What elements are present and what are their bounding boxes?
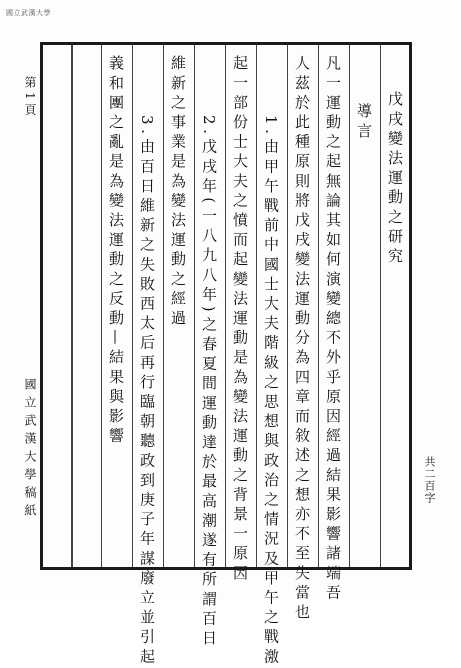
text-column	[163, 45, 192, 567]
list-item-line: 1.由甲午戰前中國士大夫階級之思想與政治之情況及甲午之戰激	[262, 115, 280, 668]
list-item-line: 義和團之亂是為變法運動之反動—結果與影響	[107, 55, 125, 447]
page-number: 第1頁	[23, 76, 37, 120]
empty-column	[72, 45, 101, 567]
column-heading	[349, 45, 378, 567]
text-column	[318, 45, 347, 604]
text-column	[225, 45, 254, 585]
paragraph-line: 凡一運動之起無論其如何演變總不外乎原因經過結果影響諸端吾	[324, 55, 342, 604]
paragraph-line: 人茲於此種原則將戊戌變法運動分為四章而敘述之想亦不至失當也	[293, 55, 311, 624]
text-column	[194, 45, 223, 650]
character-count: 共二百字	[423, 456, 436, 504]
archive-stamp: 國立武漢大學	[6, 9, 51, 17]
list-item-line: 3.由百日維新之失敗西太后再行臨朝聽政到庚子年謀廢立並引起	[138, 115, 156, 668]
list-item-line: 維新之事業是為變法運動之經過	[169, 55, 187, 330]
text-column	[256, 45, 285, 668]
list-item-line: 2.戊戌年(一八九八年)之春夏間運動達於最高潮遂有所謂百日	[200, 115, 218, 650]
empty-column	[43, 45, 72, 567]
document-title: 戊戌變法運動之研究	[386, 91, 404, 268]
manuscript-grid	[40, 42, 412, 668]
section-heading: 導言	[355, 103, 373, 143]
column-title	[380, 45, 409, 567]
list-item-line: 起一部份士大夫之憤而起變法運動是為變法運動之背景一原因	[231, 55, 249, 585]
text-column	[132, 45, 161, 668]
text-column	[101, 45, 130, 567]
university-label: 國立武漢大學稿紙	[23, 378, 37, 522]
text-column	[287, 45, 316, 624]
